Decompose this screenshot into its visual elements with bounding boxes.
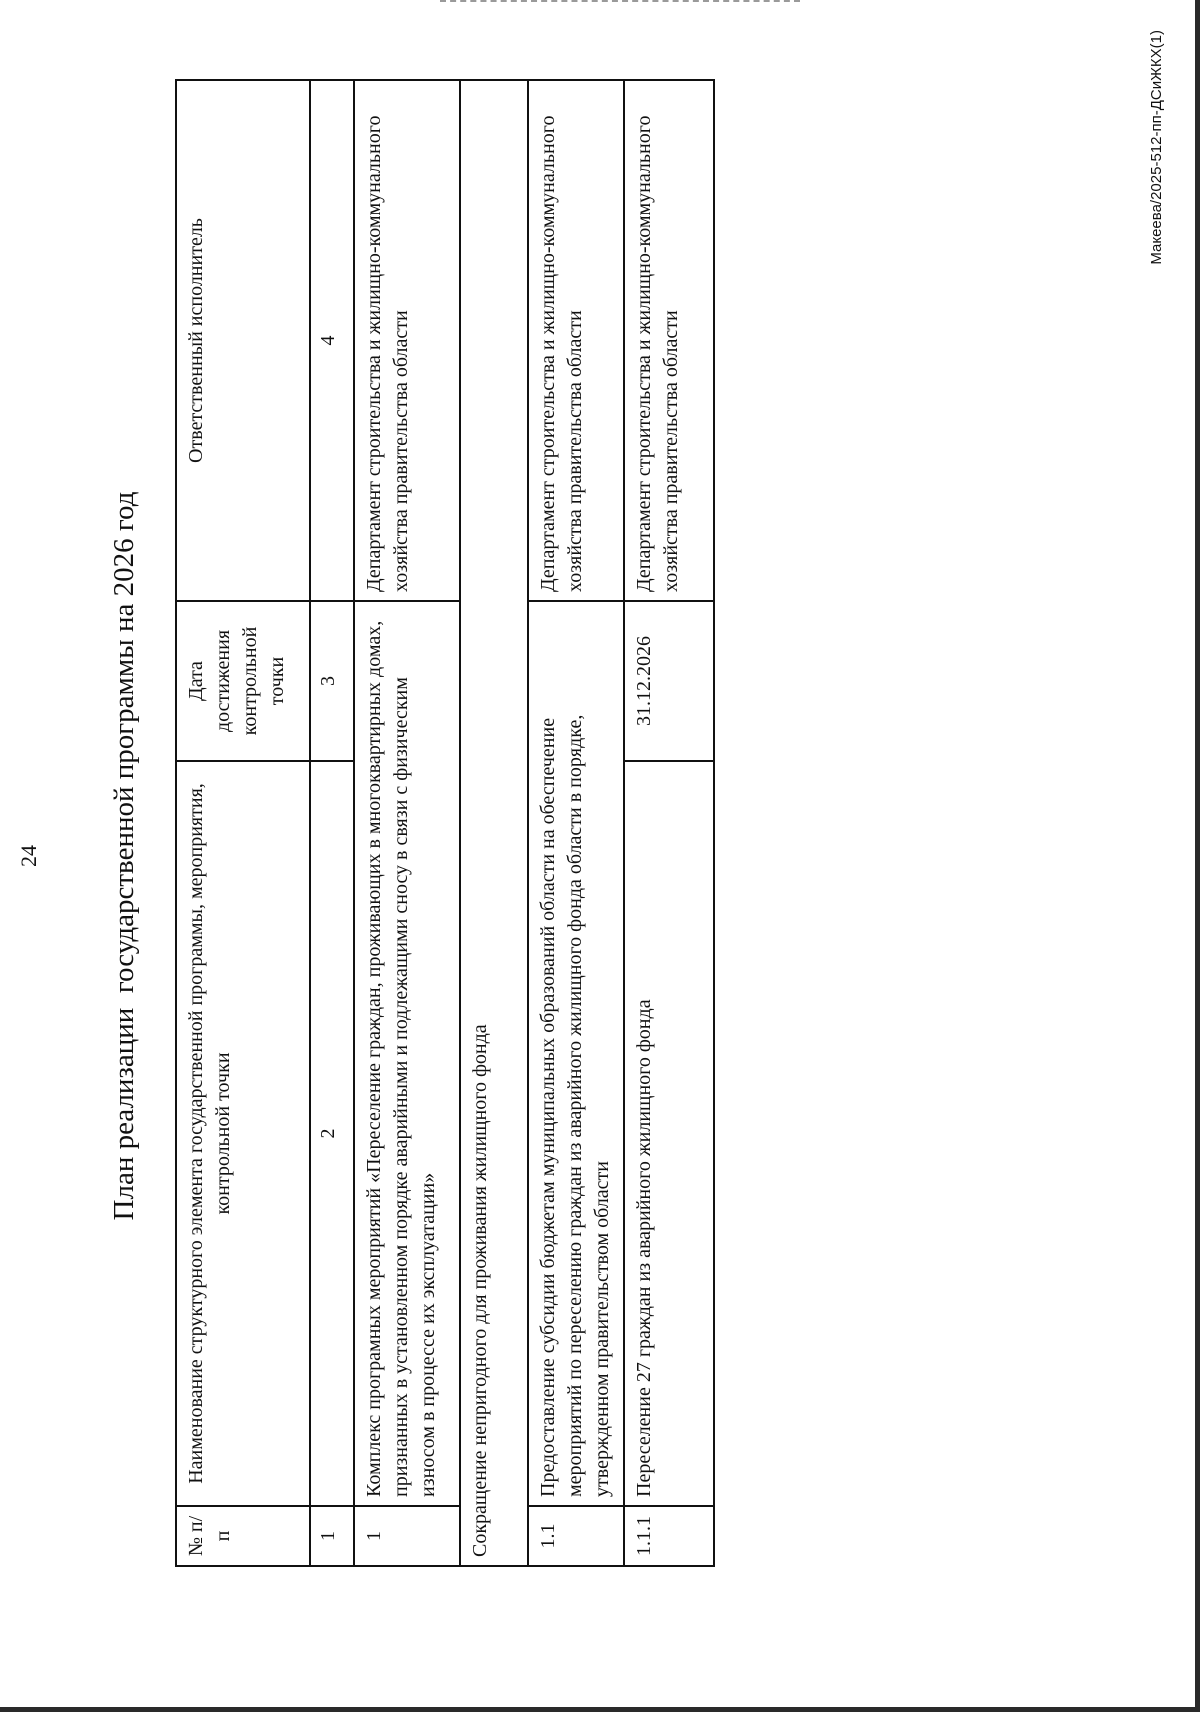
table-row (528, 80, 624, 1566)
column-number: 3 (310, 601, 354, 761)
table-row (624, 80, 714, 1566)
row-executor: Департамент строительства и жилищно-коммунального хозяйства правительства области (354, 80, 460, 601)
row-executor: Департамент строительства и жилищно-коммунального хозяйства правительства области (624, 80, 714, 601)
header-date: Дата достижения контрольной точки (176, 601, 310, 761)
row-name: Комплекс програмных мероприятий «Переселение граждан, проживающих в многоквартирных домах, признанных в установленном порядке аварийными и подлежащими сносу в связи с физическим износом в процессе их эксплуатации» (354, 601, 460, 1506)
row-num: 1.1.1 (624, 1506, 714, 1566)
table-row (354, 80, 460, 1566)
column-number: 4 (310, 80, 354, 601)
implementation-plan-table (175, 79, 715, 1567)
header-executor: Ответственный исполнитель (176, 80, 310, 601)
column-number: 2 (310, 761, 354, 1506)
column-number-row (310, 80, 354, 1566)
row-num: 1 (354, 1506, 460, 1566)
row-executor: Департамент строительства и жилищно-коммунального хозяйства правительства области (528, 80, 624, 601)
document-title: План реализации государственной программы на 2026 год (108, 491, 140, 1221)
table-header-row (176, 80, 310, 1566)
column-number: 1 (310, 1506, 354, 1566)
document-footer-code: Макеева/2025-512-пп-ДСиЖКХ(1) (1148, 30, 1165, 265)
table-row-group-heading (460, 80, 528, 1566)
row-name: Предоставление субсидии бюджетам муниципальных образований области на обеспечение мероприятий по переселению граждан из аварийного жилищного фонда области в порядке, утвержденном правительством области (528, 601, 624, 1506)
row-num: 1.1 (528, 1506, 624, 1566)
page-number: 24 (16, 845, 41, 867)
header-name: Наименование структурного элемента государственной программы, мероприятия, контрольной точки (176, 761, 310, 1506)
row-name: Переселение 27 граждан из аварийного жилищного фонда (624, 761, 714, 1506)
row-name: Сокращение непригодного для проживания жилищного фонда (460, 80, 528, 1566)
row-date: 31.12.2026 (624, 601, 714, 761)
header-num: № п/п (176, 1506, 310, 1566)
